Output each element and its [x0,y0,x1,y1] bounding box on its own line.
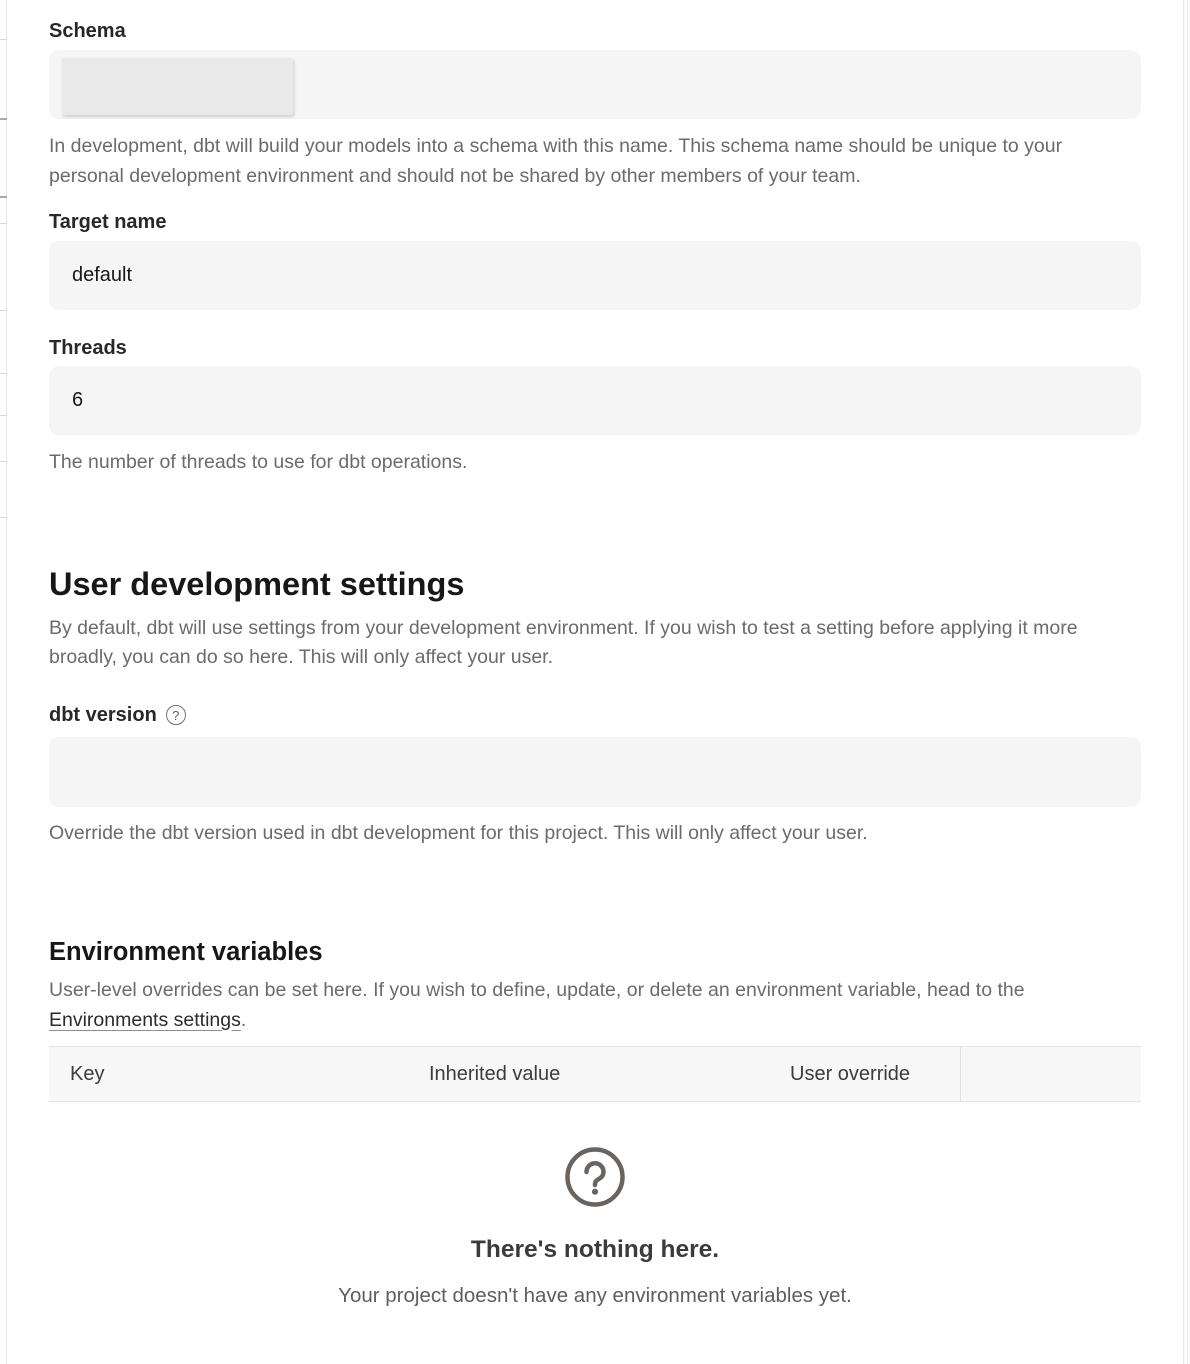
env-var-empty-state [49,1102,1141,1309]
threads-description: The number of threads to use for dbt operations. [49,451,468,473]
left-edge-tick [0,118,7,120]
column-header-key: Key [70,1062,105,1085]
left-edge-tick [0,461,7,462]
user-development-settings-description: By default, dbt will use settings from your development environment. If you wish to test a setting before applying it more broadly, you can do so here. This will only affect your user. [49,616,1078,668]
dbt-version-description: Override the dbt version used in dbt development for this project. This will only affect your user. [49,821,868,844]
schema-value-skeleton [62,58,293,115]
environments-settings-link[interactable]: Environments settings [49,1008,241,1031]
dbt-version-input[interactable] [49,737,1141,807]
empty-state-subtitle: Your project doesn't have any environment variables yet. [338,1284,852,1307]
column-header-actions [960,1047,1141,1101]
left-edge-tick [0,517,7,518]
threads-input[interactable] [49,366,1141,435]
target-name-input[interactable] [49,241,1141,310]
environment-variables-description [49,976,1141,1035]
left-panel-edge [0,0,7,1364]
schema-input[interactable] [49,50,1141,119]
left-edge-tick [0,39,7,40]
settings-page-content [49,0,1141,1309]
left-edge-tick [0,415,7,416]
dbt-version-label-row [49,704,1141,727]
environment-variables-heading: Environment variables [49,938,323,966]
env-var-table-header [49,1046,1141,1102]
column-header-user-override: User override [790,1062,911,1085]
question-mark-circle-icon [564,1146,626,1208]
env-description-suffix: . [240,1008,247,1031]
schema-description: In development, dbt will build your models into a schema with this name. This schema name should be unique to your personal development environment and should not be shared by other members of your team. [49,135,1063,187]
empty-state-title: There's nothing here. [470,1236,720,1263]
schema-label: Schema [49,20,126,42]
left-edge-tick [0,310,7,311]
column-header-inherited-value: Inherited value [429,1062,561,1085]
dbt-version-label: dbt version [49,703,157,726]
left-edge-tick [0,223,7,224]
left-edge-tick [0,196,7,198]
threads-label: Threads [49,337,127,359]
target-name-label: Target name [49,211,167,233]
scrollbar-track[interactable] [1183,0,1190,1364]
env-description-prefix: User-level overrides can be set here. If you wish to define, update, or delete an environment variable, head to the [49,979,1025,1001]
left-edge-tick [0,373,7,374]
help-circle-icon[interactable]: ? [166,705,186,725]
user-development-settings-heading: User development settings [49,565,465,602]
